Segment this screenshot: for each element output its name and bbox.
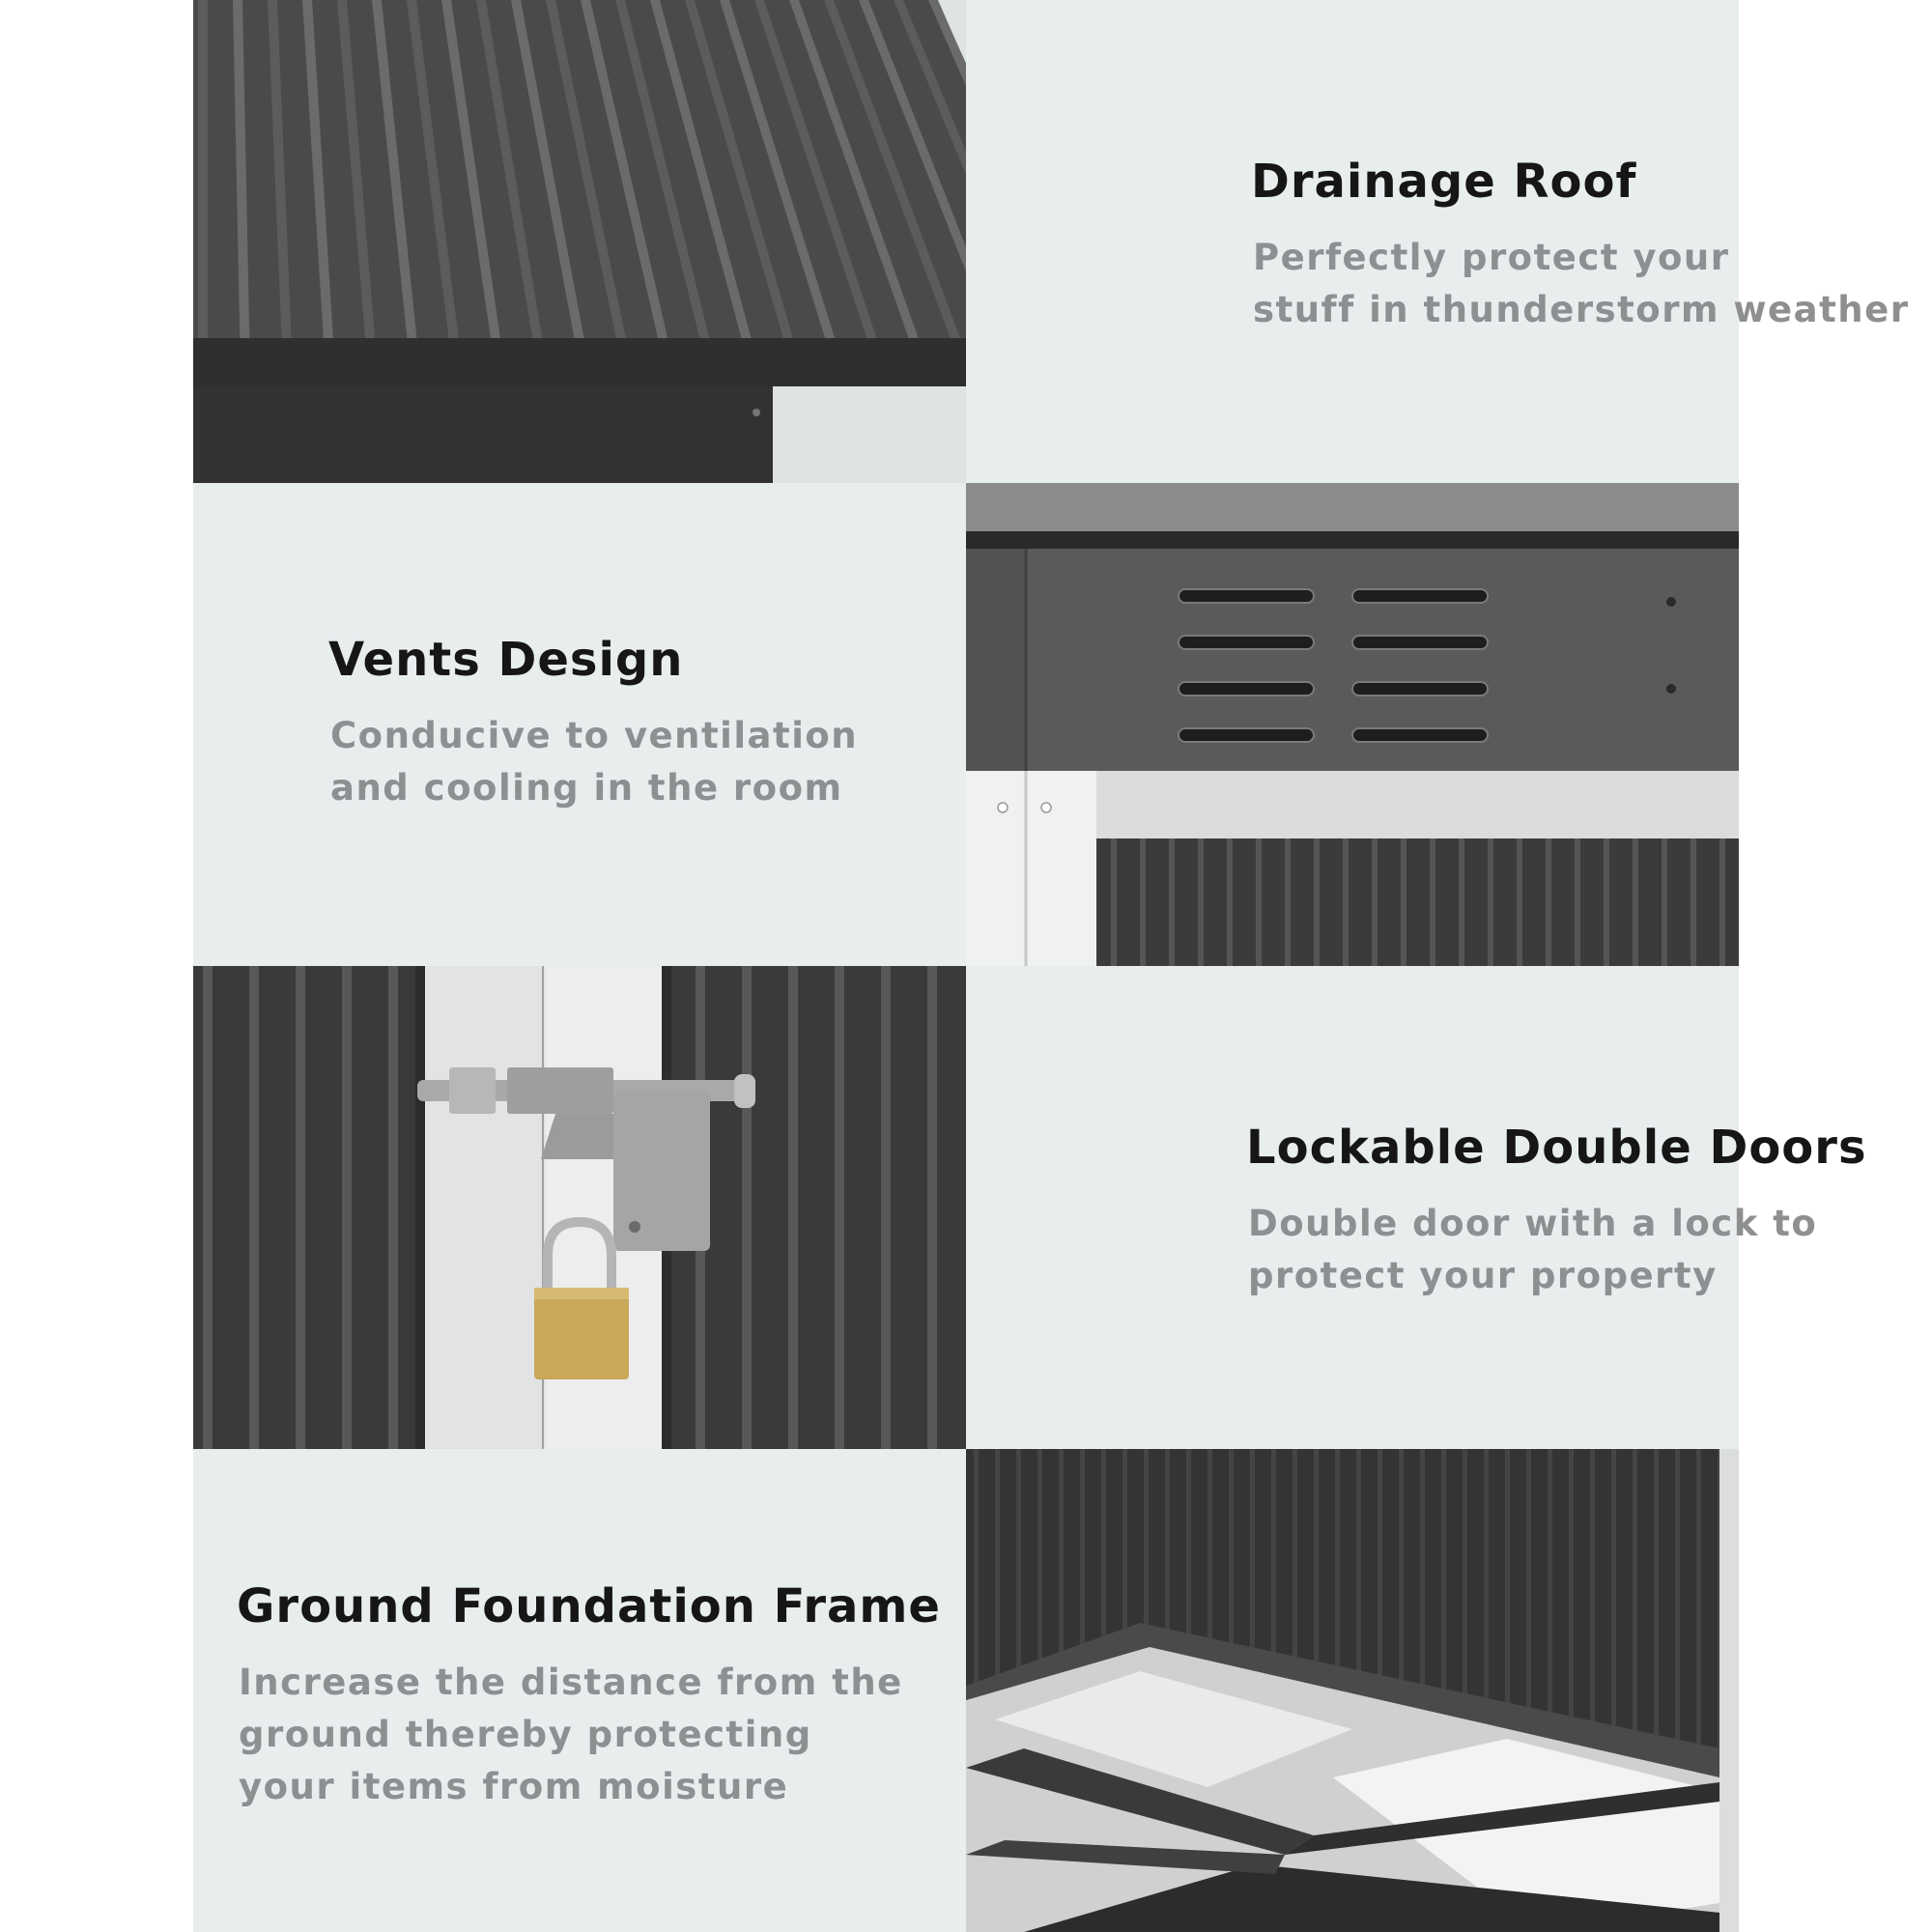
description-line: protect your property: [1248, 1255, 1718, 1296]
description-line: and cooling in the room: [330, 767, 843, 809]
lockable-doors-image: [193, 966, 966, 1449]
feature-description: [330, 710, 858, 814]
feature-title: Lockable Double Doors: [1246, 1121, 1867, 1175]
corrugated-roof-icon: [193, 0, 966, 483]
description-line: Double door with a lock to: [1248, 1203, 1818, 1244]
feature-description: [239, 1657, 903, 1813]
drainage-roof-panel: [966, 0, 1910, 483]
feature-title: Drainage Roof: [1251, 155, 1637, 209]
vent-panel-icon: [966, 483, 1739, 966]
foundation-frame-image: [966, 1449, 1739, 1932]
description-line: Perfectly protect your: [1253, 237, 1730, 278]
description-line: Increase the distance from the: [239, 1662, 903, 1703]
feature-title: Ground Foundation Frame: [237, 1579, 941, 1634]
drainage-roof-image: [193, 0, 966, 483]
floor-frame-icon: [966, 1449, 1739, 1932]
description-line: stuff in thunderstorm weather: [1253, 289, 1910, 330]
lockable-doors-panel: [966, 966, 1867, 1449]
feature-description: [1253, 232, 1910, 336]
foundation-frame-panel: [193, 1449, 966, 1932]
feature-description: [1248, 1198, 1817, 1302]
feature-title: Vents Design: [328, 633, 684, 687]
padlock-latch-icon: [193, 966, 966, 1449]
feature-grid: [193, 0, 1910, 1932]
description-line: Conducive to ventilation: [330, 715, 859, 756]
vents-design-image: [966, 483, 1739, 966]
vents-design-panel: [193, 483, 966, 966]
description-line: your items from moisture: [239, 1766, 789, 1807]
description-line: ground thereby protecting: [239, 1714, 812, 1755]
